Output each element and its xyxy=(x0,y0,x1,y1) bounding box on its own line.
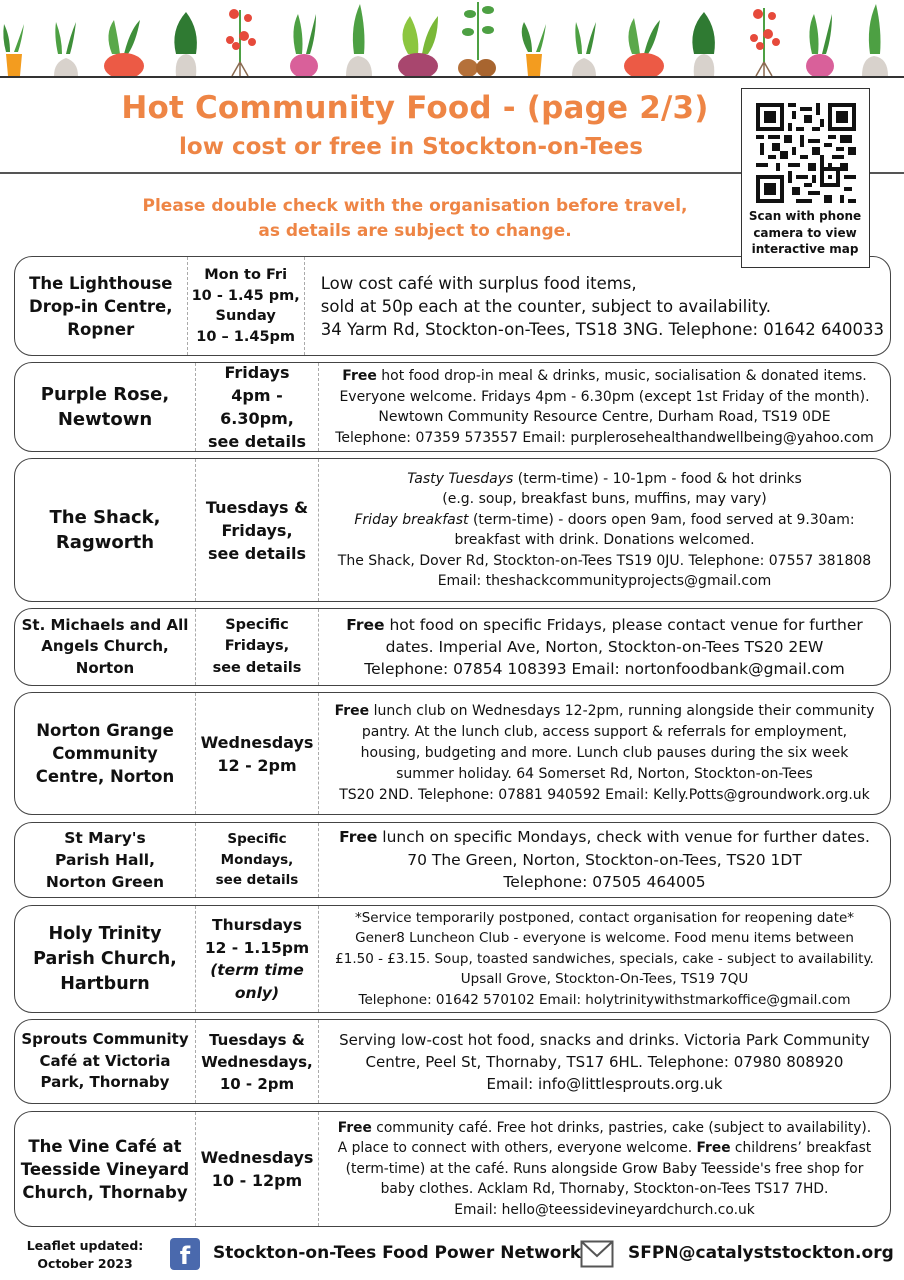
text-line: pantry. At the lunch club, access support & referrals for employment, xyxy=(361,724,848,740)
listing-row xyxy=(14,692,891,815)
listing-row xyxy=(14,822,891,898)
text-line: St. Michaels and All xyxy=(21,615,189,634)
text-line: Tasty Tuesdays xyxy=(407,470,514,487)
vegetable-banner xyxy=(0,0,904,78)
turnip-icon xyxy=(572,22,596,76)
text-line: Fridays xyxy=(224,363,290,382)
qr-code-icon[interactable] xyxy=(756,103,856,203)
text-line: Tuesdays & xyxy=(209,1030,305,1049)
text-line: Friday breakfast xyxy=(354,511,469,528)
facebook-page-link[interactable]: Stockton-on-Tees Food Power Network xyxy=(213,1243,582,1263)
text-line: TS20 2ND. Telephone: 07881 940592 Email: Kelly.Potts@groundwork.org.uk xyxy=(339,787,870,803)
text-line: Tuesdays & xyxy=(205,497,309,517)
opening-times xyxy=(196,1020,319,1103)
opening-times xyxy=(196,459,319,601)
notice-line: as details are subject to change. xyxy=(258,221,572,241)
text-line: Low cost café with surplus food items, xyxy=(320,273,637,293)
vegetable-row-illustration xyxy=(0,0,904,78)
radish-icon xyxy=(624,18,664,78)
text-line: Serving low-cost hot food, snacks and drinks. Victoria Park Community xyxy=(339,1030,870,1049)
venue-name xyxy=(15,459,196,601)
venue-description xyxy=(319,1020,890,1103)
text-line: Free xyxy=(346,616,385,634)
turnip-icon xyxy=(54,22,78,76)
page-subtitle: low cost or free in Stockton-on-Tees xyxy=(179,134,643,160)
text-line: (term-time) at the café. Runs alongside Grow Baby Teesside's free shop for xyxy=(345,1160,864,1177)
text-line: Teesside Vineyard xyxy=(20,1159,190,1179)
listing-row xyxy=(14,458,891,602)
text-line: Norton xyxy=(75,658,135,677)
envelope-icon[interactable] xyxy=(580,1240,614,1268)
text-line: Free xyxy=(339,828,378,847)
text-line: Free xyxy=(334,703,370,719)
venue-name xyxy=(15,363,196,451)
text-line: (term-time) - doors open 9am, food served at 9.30am: xyxy=(468,511,855,528)
text-line: Café at Victoria xyxy=(39,1051,171,1070)
text-line: The Lighthouse xyxy=(29,273,173,293)
text-line: hot food on specific Fridays, please contact venue for further xyxy=(384,616,863,634)
text-line: Thursdays xyxy=(212,916,302,934)
venue-name xyxy=(15,823,196,897)
text-line: 10 - 1.45 pm, xyxy=(191,287,300,304)
text-line: lunch club on Wednesdays 12-2pm, running alongside their community xyxy=(369,703,875,719)
listing-row xyxy=(14,1019,891,1104)
text-line: Telephone: 07854 108393 Email: nortonfoodbank@gmail.com xyxy=(364,660,845,678)
updated-label: Leaflet updated: xyxy=(26,1238,144,1253)
text-line: Sprouts Community xyxy=(21,1030,189,1049)
updated-date: October 2023 xyxy=(37,1256,133,1271)
opening-times xyxy=(196,1112,319,1226)
text-line: Email: info@littlesprouts.org.uk xyxy=(486,1074,723,1093)
white-root-icon xyxy=(174,12,197,76)
text-line: Holy Trinity xyxy=(48,923,162,944)
white-root-icon xyxy=(346,4,372,76)
text-line: Specific xyxy=(225,616,289,633)
text-line: Newtown Community Resource Centre, Durham Road, TS19 0DE xyxy=(378,409,831,425)
venue-description xyxy=(319,1112,890,1226)
venue-description xyxy=(305,257,890,355)
opening-times xyxy=(188,257,305,355)
white-root-icon xyxy=(692,12,715,76)
venue-name xyxy=(15,1020,196,1103)
notice-line: Please double check with the organisation before travel, xyxy=(142,196,688,216)
facebook-icon[interactable]: f xyxy=(170,1238,200,1270)
text-line: Wednesdays, xyxy=(201,1052,313,1071)
text-line: see details xyxy=(212,659,302,676)
text-line: Email: hello@teessidevineyardchurch.co.uk xyxy=(454,1201,755,1218)
page-title: Hot Community Food - (page 2/3) xyxy=(121,90,709,126)
venue-name xyxy=(15,906,196,1012)
text-line: 10 – 1.45pm xyxy=(196,328,296,345)
text-line: Fridays, xyxy=(224,638,290,655)
text-line: Hartburn xyxy=(60,973,150,994)
text-line: (e.g. soup, breakfast buns, muffins, may vary) xyxy=(442,491,767,507)
text-line: see details xyxy=(215,872,299,889)
beet-icon xyxy=(806,14,834,78)
qr-code-panel[interactable] xyxy=(741,88,870,268)
listing-row xyxy=(14,256,891,356)
beet-icon xyxy=(290,14,318,78)
text-line: housing, budgeting and more. Lunch club pauses during the six week xyxy=(360,745,849,761)
text-line: £1.50 - £3.15. Soup, toasted sandwiches, specials, cake - subject to availability. xyxy=(335,950,874,967)
text-line: (term time xyxy=(210,961,304,979)
text-line: Drop-in Centre, xyxy=(29,296,173,316)
text-line: (term-time) - 10-1pm - food & hot drinks xyxy=(513,470,802,487)
text-line: Fridays, xyxy=(221,520,293,540)
text-line: St Mary's xyxy=(64,829,146,847)
qr-caption-line: camera to view xyxy=(753,225,857,240)
text-line: 10 - 2pm xyxy=(219,1074,295,1093)
service-postponed-notice: *Service temporarily postponed, contact organisation for reopening date* xyxy=(354,909,855,926)
carrot-icon xyxy=(522,22,546,76)
venue-description xyxy=(319,906,890,1012)
text-line: Parish Hall, xyxy=(55,851,155,869)
text-line: breakfast with drink. Donations welcomed. xyxy=(454,532,755,548)
text-line: Gener8 Luncheon Club - everyone is welcome. Food menu items between xyxy=(355,930,854,947)
text-line: see details xyxy=(207,543,307,563)
text-line: Specific xyxy=(227,831,287,848)
text-line: Free xyxy=(337,1119,372,1136)
text-line: Ropner xyxy=(67,319,135,339)
text-line: 4pm - 6.30pm, xyxy=(220,386,294,428)
potato-icon xyxy=(458,2,496,77)
travel-notice xyxy=(0,194,830,244)
text-line: Park, Thornaby xyxy=(40,1073,170,1092)
text-line: Purple Rose, xyxy=(40,384,170,405)
text-line: Angels Church, xyxy=(41,637,169,656)
text-line: A place to connect with others, everyone welcome. xyxy=(337,1140,697,1157)
qr-caption-line: Scan with phone xyxy=(748,209,862,223)
opening-times xyxy=(196,906,319,1012)
text-line: Telephone: 07359 573557 Email: purplerosehealthandwellbeing@yahoo.com xyxy=(335,429,874,446)
text-line: Centre, Norton xyxy=(35,767,175,786)
venue-description xyxy=(319,693,890,814)
text-line: Free xyxy=(696,1140,731,1157)
text-line: 70 The Green, Norton, Stockton-on-Tees, TS20 1DT xyxy=(407,850,802,869)
listing-row xyxy=(14,905,891,1013)
text-line: Ragworth xyxy=(55,532,155,553)
text-line: Centre, Peel St, Thornaby, TS17 6HL. Telephone: 07980 808920 xyxy=(365,1052,844,1071)
text-line: baby clothes. Acklam Rd, Thornaby, Stockton-on-Tees TS17 7HD. xyxy=(380,1181,829,1198)
venue-description xyxy=(319,459,890,601)
text-line: Mondays, xyxy=(220,851,294,868)
text-line: Upsall Grove, Stockton-On-Tees, TS19 7QU xyxy=(460,971,749,988)
text-line: lunch on specific Mondays, check with venue for further dates. xyxy=(377,828,870,847)
text-line: The Shack, Dover Rd, Stockton-on-Tees TS19 0JU. Telephone: 07557 381808 xyxy=(337,552,872,569)
white-root-icon xyxy=(862,4,888,76)
opening-times xyxy=(196,693,319,814)
qr-caption-line: interactive map xyxy=(751,242,859,256)
text-line: Free xyxy=(342,368,377,384)
carrot-icon xyxy=(3,24,24,76)
venue-name xyxy=(15,609,196,685)
radish-icon xyxy=(104,20,144,78)
venue-name xyxy=(15,257,188,355)
text-line: sold at 50p each at the counter, subject to availability. xyxy=(320,296,771,316)
text-line: Newtown xyxy=(57,409,153,430)
qr-caption xyxy=(742,208,868,258)
text-line: 12 - 2pm xyxy=(217,755,297,775)
tomato-plant-icon xyxy=(226,9,256,76)
text-line: summer holiday. 64 Somerset Rd, Norton, Stockton-on-Tees xyxy=(396,766,813,782)
listing-row xyxy=(14,608,891,686)
banner-ground-line xyxy=(0,76,904,78)
text-line: Community xyxy=(52,744,158,763)
opening-times xyxy=(196,823,319,897)
opening-times xyxy=(196,609,319,685)
text-line: dates. Imperial Ave, Norton, Stockton-on-Tees TS20 2EW xyxy=(385,638,824,656)
text-line: only) xyxy=(234,983,280,1002)
venue-description xyxy=(319,823,890,897)
text-line: Wednesdays xyxy=(200,1148,314,1167)
text-line: Norton Green xyxy=(45,873,165,891)
venue-name xyxy=(15,693,196,814)
text-line: hot food drop-in meal & drinks, music, socialisation & donated items. xyxy=(376,368,867,384)
venue-description xyxy=(319,609,890,685)
text-line: Mon to Fri xyxy=(204,267,288,283)
venue-description xyxy=(319,363,890,451)
text-line: The Vine Café at xyxy=(28,1136,182,1156)
venue-name xyxy=(15,1112,196,1226)
listing-row xyxy=(14,362,891,452)
text-line: Everyone welcome. Fridays 4pm - 6.30pm (except 1st Friday of the month). xyxy=(339,388,870,405)
text-line: Church, Thornaby xyxy=(22,1182,188,1202)
text-line: Norton Grange xyxy=(36,721,174,740)
text-line: Parish Church, xyxy=(33,948,177,969)
opening-times xyxy=(196,363,319,451)
text-line: The Shack, xyxy=(49,507,161,528)
email-link[interactable]: SFPN@catalyststockton.org xyxy=(628,1243,894,1263)
text-line: see details xyxy=(207,432,307,451)
leaflet-updated xyxy=(20,1237,150,1273)
text-line: childrens’ breakfast xyxy=(730,1140,872,1157)
text-line: Telephone: 01642 570102 Email: holytrinitywithstmarkoffice@gmail.com xyxy=(358,991,851,1008)
text-line: community café. Free hot drinks, pastries, cake (subject to availability). xyxy=(371,1119,872,1136)
text-line: Telephone: 07505 464005 xyxy=(503,873,706,892)
listing-row xyxy=(14,1111,891,1227)
text-line: Wednesdays xyxy=(200,732,314,752)
text-line: Email: theshackcommunityprojects@gmail.com xyxy=(437,573,772,589)
text-line: Sunday xyxy=(215,308,276,324)
text-line: 12 - 1.15pm xyxy=(204,938,310,957)
beetroot-icon xyxy=(398,16,438,78)
text-line: 34 Yarm Rd, Stockton-on-Tees, TS18 3NG. Telephone: 01642 640033 xyxy=(320,319,884,339)
tomato-plant-icon xyxy=(750,8,780,76)
text-line: 10 - 12pm xyxy=(211,1171,303,1190)
